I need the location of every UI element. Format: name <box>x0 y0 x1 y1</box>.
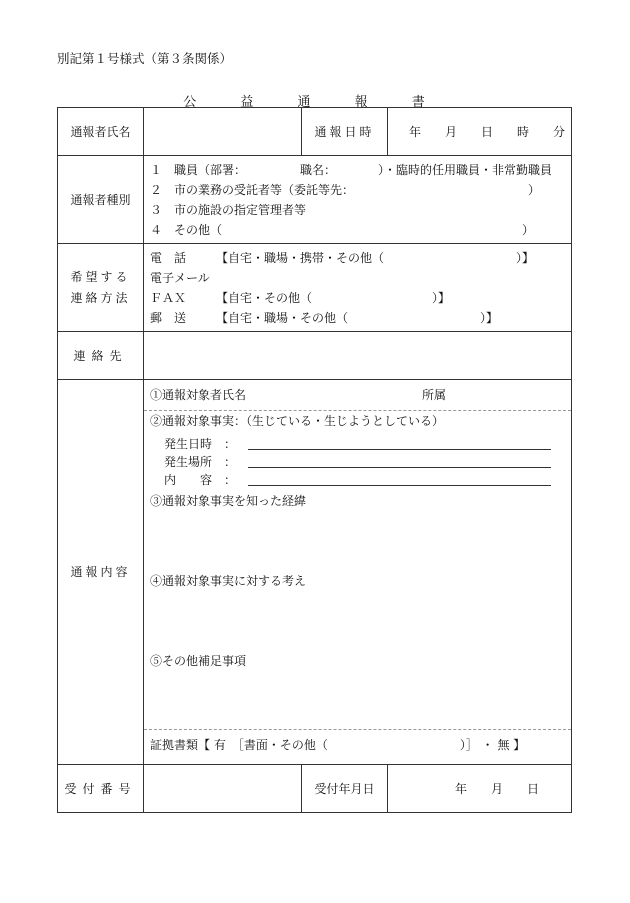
content-field[interactable] <box>150 471 571 489</box>
row-report-content <box>58 380 572 765</box>
how-learned-block[interactable] <box>150 489 571 575</box>
opinion-block[interactable] <box>150 575 571 655</box>
report-form-table <box>57 107 572 813</box>
target-name-block[interactable] <box>144 380 571 411</box>
reporter-name-label: 通報者氏名 <box>58 108 144 156</box>
form-header: 別記第１号様式（第３条関係） <box>57 51 233 66</box>
affiliation-label: 所属 <box>422 388 447 402</box>
occurrence-place-field[interactable] <box>150 453 571 471</box>
report-datetime-value[interactable]: 年 月 日 時 分 <box>388 108 572 156</box>
facts-label: ②通報対象事実：（生じている・生じようとしている） <box>150 414 445 428</box>
row-contact-address <box>58 332 572 380</box>
facts-block <box>144 411 571 729</box>
reporter-type-item[interactable]: ４ その他（ ） <box>150 222 535 237</box>
row-reporter-name <box>58 108 572 156</box>
content-label: 内 容 ： <box>164 473 237 487</box>
evidence-label: 証拠書類【 有 ［書面・その他（ ）］ ・ 無 】 <box>150 738 526 752</box>
reporter-type-item[interactable]: １ 職員（部署： 職名： ）・臨時的任用職員・非常勤職員 <box>150 162 553 177</box>
evidence-block[interactable] <box>144 729 571 760</box>
reception-number-label: 受付番号 <box>58 765 144 813</box>
reporter-type-item[interactable]: ３ 市の施設の指定管理者等 <box>150 202 307 217</box>
occurrence-date-label: 発生日時 ： <box>164 437 237 451</box>
reporter-type-item[interactable]: ２ 市の業務の受託者等（委託等先： ） <box>150 182 541 197</box>
how-learned-label: ③通報対象事実を知った経緯 <box>150 494 307 508</box>
contact-method-label-line2: 連絡方法 <box>70 290 131 305</box>
supplement-label: ⑤その他補足事項 <box>150 654 247 668</box>
report-content-label: 通報内容 <box>58 380 144 765</box>
contact-method-options[interactable] <box>144 244 572 332</box>
occurrence-place-label: 発生場所 ： <box>164 455 237 469</box>
reception-date-value[interactable]: 年 月 日 <box>388 765 572 813</box>
contact-method-item[interactable]: 電子メール <box>150 270 210 285</box>
reporter-type-options[interactable] <box>144 156 572 244</box>
contact-method-item[interactable]: ＦＡＸ 【自宅・その他（ ）】 <box>150 290 451 305</box>
contact-address-label: 連絡先 <box>58 332 144 380</box>
supplement-block[interactable] <box>150 655 571 729</box>
reporter-name-field[interactable] <box>144 108 302 156</box>
contact-method-label-line1: 希望する <box>70 269 131 284</box>
form-title: 公 益 通 報 書 <box>183 95 445 110</box>
target-name-label: ①通報対象者氏名 <box>150 388 247 402</box>
occurrence-date-field[interactable] <box>150 435 571 453</box>
report-datetime-label: 通報日時 <box>302 108 388 156</box>
contact-method-label <box>58 244 144 332</box>
opinion-label: ④通報対象事実に対する考え <box>150 574 307 588</box>
row-reporter-type <box>58 156 572 244</box>
row-reception <box>58 765 572 813</box>
reception-number-field[interactable] <box>144 765 302 813</box>
row-contact-method <box>58 244 572 332</box>
reception-date-label: 受付年月日 <box>302 765 388 813</box>
contact-method-item[interactable]: 電 話 【自宅・職場・携帯・その他（ ）】 <box>150 250 535 265</box>
report-content-area <box>144 380 572 765</box>
contact-method-item[interactable]: 郵 送 【自宅・職場・その他（ ）】 <box>150 310 499 325</box>
reporter-type-label: 通報者種別 <box>58 156 144 244</box>
contact-address-field[interactable] <box>144 332 572 380</box>
